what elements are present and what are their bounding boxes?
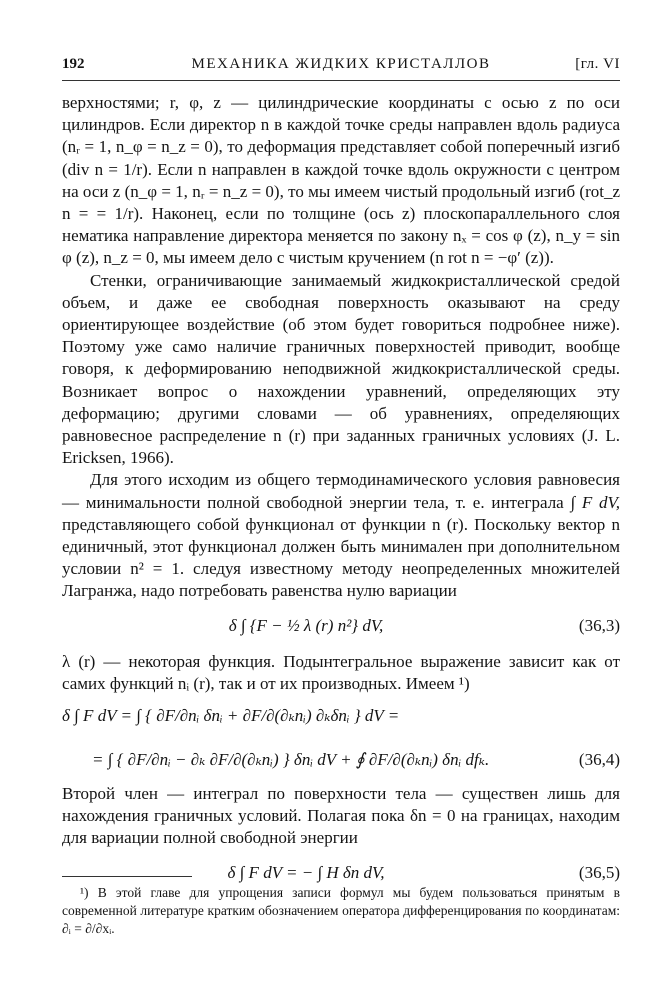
paragraph-4: λ (r) — некоторая функция. Подынтегральное выражение зависит как от самих функций nᵢ (r), так и от их производных. Имеем ¹) [62,651,620,693]
equation-36-5-number: (36,5) [578,862,620,882]
equation-36-4-number: (36,4) [578,750,620,770]
footnote: ¹) В этой главе для упрощения записи формул мы будем пользоваться принятым в современной литературе кратким обозначением оператора дифференцирования по координатам: ∂ᵢ = ∂/∂xᵢ. [62,885,620,936]
running-title: МЕХАНИКА ЖИДКИХ КРИСТАЛЛОВ [191,56,491,72]
page-number: 192 [62,56,85,72]
equation-36-4-line-1-body: δ ∫ F dV = ∫ { ∂F/∂nᵢ δnᵢ + ∂F/∂(∂ₖnᵢ) ∂ₖδnᵢ } dV = [62,706,400,726]
equation-36-3-body: δ ∫ {F − ½ λ (r) n²} dV, [228,615,384,635]
header-rule [62,80,620,81]
paragraph-3-part-a: Для этого исходим из общего термодинамического условия равновесия — минимальности полной свободной энергии тела, т. е. интеграла [62,470,620,512]
paragraph-3-part-b: представляющего собой функционал от функции n (r). Поскольку вектор n единичный, этот функционал должен быть минимален при дополнительном условии n² = 1. следуя известному методу неопределенных множителей Лагранжа, надо потребовать равенства нулю вариации [62,514,620,601]
paragraph-5: Второй член — интеграл по поверхности тела — существен лишь для нахождения граничных условий. Полагая пока δn = 0 на границах, находим для вариации полной свободной энергии [62,784,620,848]
equation-36-5-body: δ ∫ F dV = − ∫ H δn dV, [227,862,385,882]
footnote-rule [62,876,192,877]
inline-integral: ∫ F dV, [570,492,621,512]
chapter-label: [гл. VI [575,56,620,72]
equation-36-4-line-2-body: = ∫ { ∂F/∂nᵢ − ∂ₖ ∂F/∂(∂ₖnᵢ) } δnᵢ dV + ∮ ∂F/∂(∂ₖnᵢ) δnᵢ dfₖ. [92,750,490,770]
paragraph-3 [62,469,620,602]
equation-36-3 [62,607,620,647]
equation-36-4-line-1 [62,695,620,739]
equation-36-3-number: (36,3) [578,615,620,635]
equation-36-4-line-2 [62,739,620,783]
main-text [62,92,620,898]
paragraph-1: верхностями; r, φ, z — цилиндрические координаты с осью z по оси цилиндров. Если директор n в каждой точке среды направлен вдоль радиуса (nᵣ = 1, n_φ = n_z = 0), то деформация представляет собой поперечный изгиб (div n = 1/r). Если n направлен в каждой точке вдоль окружности с центром на оси z (n_φ = 1, nᵣ = n_z = 0), то мы имеем чистый продольный изгиб (rot_z n = = 1/r). Наконец, если по толщине (ось z) плоскопараллельного слоя нематика направление директора меняется по закону nₓ = cos φ (z), n_y = sin φ (z), n_z = 0, мы имеем дело с чистым кручением (n rot n = −φ′ (z)). [62,93,620,268]
page-header [62,56,620,78]
paragraph-2: Стенки, ограничивающие занимаемый жидкокристаллической средой объем, и даже ее свободная поверхность оказывают на среду ориентирующее воздействие (об этом будет говориться подробнее ниже). Поэтому уже само наличие граничных поверхностей приводит, вообще говоря, к деформированию неподвижной жидкокристаллической среды. Возникает вопрос о нахождении уравнений, определяющих эту деформацию; другими словами — об уравнениях, определяющих равновесное распределение n (r) при заданных граничных условиях (J. L. Ericksen, 1966). [62,270,620,468]
